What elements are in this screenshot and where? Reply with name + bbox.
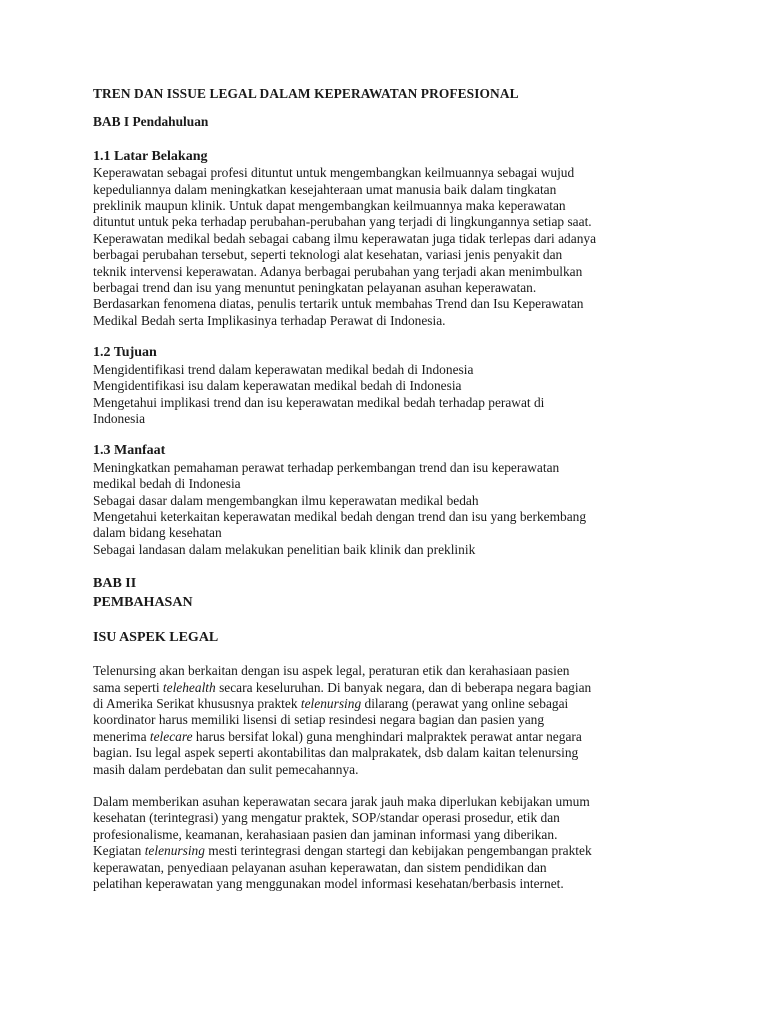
text-line: Berdasarkan fenomena diatas, penulis tertarik untuk membahas Trend dan Isu Keperawatan (93, 296, 584, 312)
chapter-2-heading: BAB II (93, 576, 137, 592)
text-line: dituntut untuk peka terhadap perubahan-perubahan yang terjadi di lingkungannya setiap saat. (93, 214, 592, 230)
text-line: profesionalisme, keamanan, kerahasiaan pasien dan jaminan informasi yang diberikan. (93, 826, 558, 842)
text-line: Mengetahui implikasi trend dan isu keperawatan medikal bedah terhadap perawat di (93, 394, 545, 410)
text-line: kesehatan (terintegrasi) yang mengatur praktek, SOP/standar operasi prosedur, etik dan (93, 810, 560, 826)
text-line: sama seperti telehealth secara keseluruhan. Di banyak negara, dan di beberapa negara bagian (93, 679, 592, 695)
text-line: Dalam memberikan asuhan keperawatan secara jarak jauh maka diperlukan kebijakan umum (93, 794, 590, 809)
text-line: koordinator harus memiliki lisensi di setiap resindesi negara bagian dan pasien yang (93, 712, 545, 728)
text-line: Mengidentifikasi isu dalam keperawatan medikal bedah di Indonesia (93, 378, 462, 394)
text-line: Meningkatkan pemahaman perawat terhadap perkembangan trend dan isu keperawatan (93, 459, 560, 475)
text-line: Mengidentifikasi trend dalam keperawatan medikal bedah di Indonesia (93, 361, 474, 377)
paragraph-kebijakan (93, 794, 693, 892)
text-line: Sebagai dasar dalam mengembangkan ilmu keperawatan medikal bedah (93, 492, 479, 508)
text-line: berbagai perubahan tersebut, seperti teknologi alat kesehatan, variasi jenis penyakit dan (93, 247, 563, 263)
section-isu-aspek-legal-heading: ISU ASPEK LEGAL (93, 630, 219, 646)
text-line: keperawatan, penyediaan pelayanan asuhan keperawatan, dan sistem pendidikan dan (93, 859, 547, 875)
emphasis-telenursing: telenursing (300, 695, 362, 711)
section-tujuan-heading: 1.2 Tujuan (93, 345, 157, 361)
section-manfaat-body (93, 460, 693, 558)
text-line: bagian. Isu legal aspek seperti akontabilitas dan malprakatek, dsb dalam kaitan telenursing (93, 745, 579, 761)
section-tujuan-body (93, 362, 693, 428)
emphasis-telenursing: telenursing (144, 843, 205, 859)
text-line: teknik intervensi keperawatan. Adanya berbagai perubahan yang terjadi akan menimbulkan (93, 263, 583, 279)
text-line: Medikal Bedah serta Implikasinya terhadap Perawat di Indonesia. (93, 312, 446, 328)
text-line: Sebagai landasan dalam melakukan penelitian baik klinik dan preklinik (93, 541, 476, 557)
document-body (93, 86, 693, 892)
text-line: dalam bidang kesehatan (93, 525, 222, 541)
text-line: preklinik maupun klinik. Untuk dapat mengembangkan keilmuannya maka keperawatan (93, 198, 566, 214)
text-line: menerima telecare harus bersifat lokal) guna menghindari malpraktek perawat antar negara (93, 728, 582, 744)
emphasis-telehealth: telehealth (162, 679, 216, 695)
emphasis-telecare: telecare (149, 728, 193, 744)
text-line: Telenursing akan berkaitan dengan isu aspek legal, peraturan etik dan kerahasiaan pasien (93, 663, 570, 679)
text-line: kepeduliannya dalam meningkatkan kesejahteraan umat manusia baik dalam tingkatan (93, 181, 557, 197)
text-line: Kegiatan telenursing mesti terintegrasi dengan startegi dan kebijakan pengembangan praktek (93, 843, 592, 859)
chapter-2-subheading: PEMBAHASAN (93, 595, 193, 611)
chapter-1-heading: BAB I Pendahuluan (93, 114, 209, 130)
paragraph-telenursing-legal (93, 663, 693, 778)
text-line: Mengetahui keterkaitan keperawatan medikal bedah dengan trend dan isu yang berkembang (93, 508, 587, 524)
text-line: di Amerika Serikat khususnya praktek telenursing dilarang (perawat yang online sebagai (93, 695, 569, 711)
section-latar-belakang-body (93, 165, 693, 329)
section-latar-belakang-heading: 1.1 Latar Belakang (93, 148, 208, 164)
text-line: berbagai trend dan isu yang menuntut peningkatan pelayanan asuhan keperawatan. (93, 280, 537, 296)
text-line: Keperawatan medikal bedah sebagai cabang ilmu keperawatan juga tidak terlepas dari adanya (93, 230, 597, 246)
document-title: TREN DAN ISSUE LEGAL DALAM KEPERAWATAN PROFESIONAL (93, 86, 519, 101)
text-line: masih dalam perdebatan dan sulit pemecahannya. (93, 761, 359, 777)
text-line: medikal bedah di Indonesia (93, 476, 241, 492)
text-line: pelatihan keperawatan yang menggunakan model informasi kesehatan/berbasis internet. (93, 876, 564, 892)
text-line: Keperawatan sebagai profesi dituntut untuk mengembangkan keilmuannya sebagai wujud (93, 165, 575, 181)
text-line: Indonesia (93, 410, 146, 426)
section-manfaat-heading: 1.3 Manfaat (93, 443, 166, 459)
